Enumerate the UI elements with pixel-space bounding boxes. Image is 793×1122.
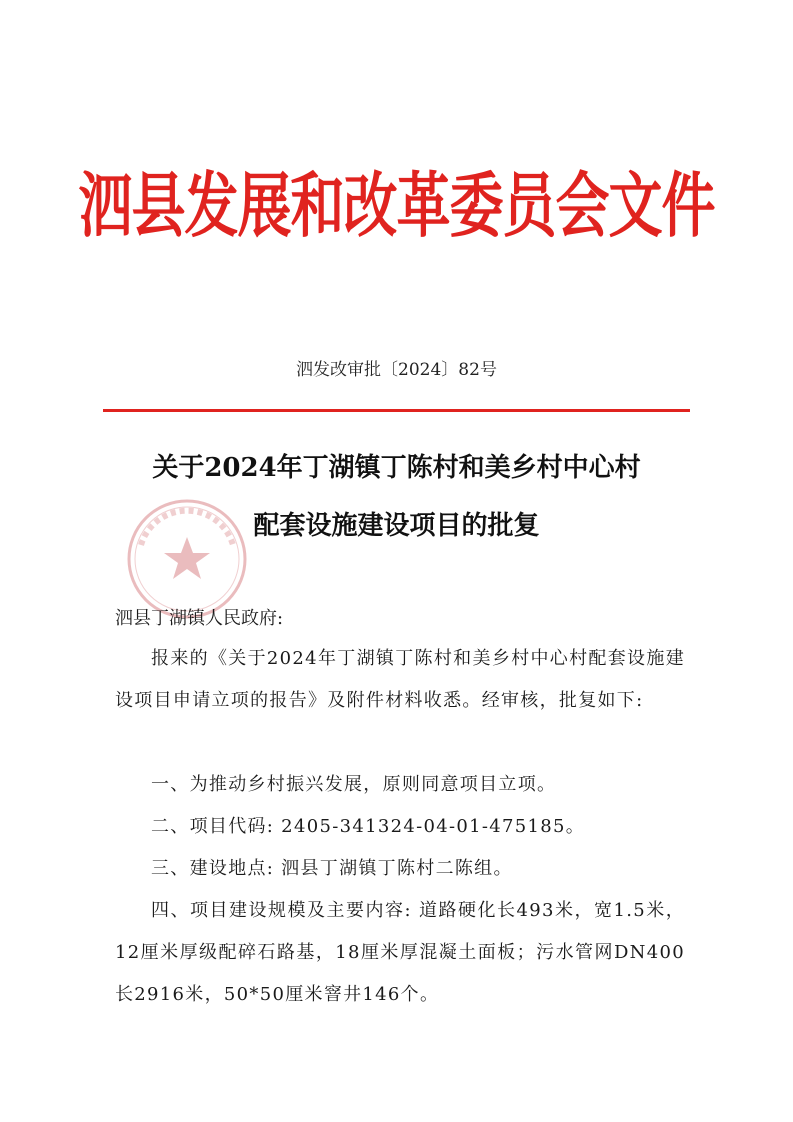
intro-paragraph: 报来的《关于2024年丁湖镇丁陈村和美乡村中心村配套设施建设项目申请立项的报告》及附件材料收悉。经审核，批复如下: bbox=[115, 648, 685, 711]
document-number: 泗发改审批〔2024〕82号 bbox=[296, 360, 497, 380]
salutation: 泗县丁湖镇人民政府: bbox=[115, 608, 284, 629]
document-title-line-2: 配套设施建设项目的批复 bbox=[253, 511, 540, 541]
approval-item-3: 三、建设地点: 泗县丁湖镇丁陈村二陈组。 bbox=[151, 858, 513, 879]
approval-item-1: 一、为推动乡村振兴发展，原则同意项目立项。 bbox=[151, 774, 557, 795]
document-title-line-1: 关于2024年丁湖镇丁陈村和美乡村中心村 bbox=[152, 453, 641, 483]
approval-item-4: 四、项目建设规模及主要内容: 道路硬化长493米，宽1.5米，12厘米厚级配碎石路基，18厘米厚混凝土面板；污水管网DN400长2916米，50*50厘米窨井146个。 bbox=[115, 900, 685, 1005]
red-divider-line bbox=[103, 409, 690, 412]
document-masthead: 泗县发展和改革委员会文件 bbox=[78, 163, 715, 247]
approval-item-2: 二、项目代码: 2405-341324-04-01-475185。 bbox=[151, 816, 586, 837]
